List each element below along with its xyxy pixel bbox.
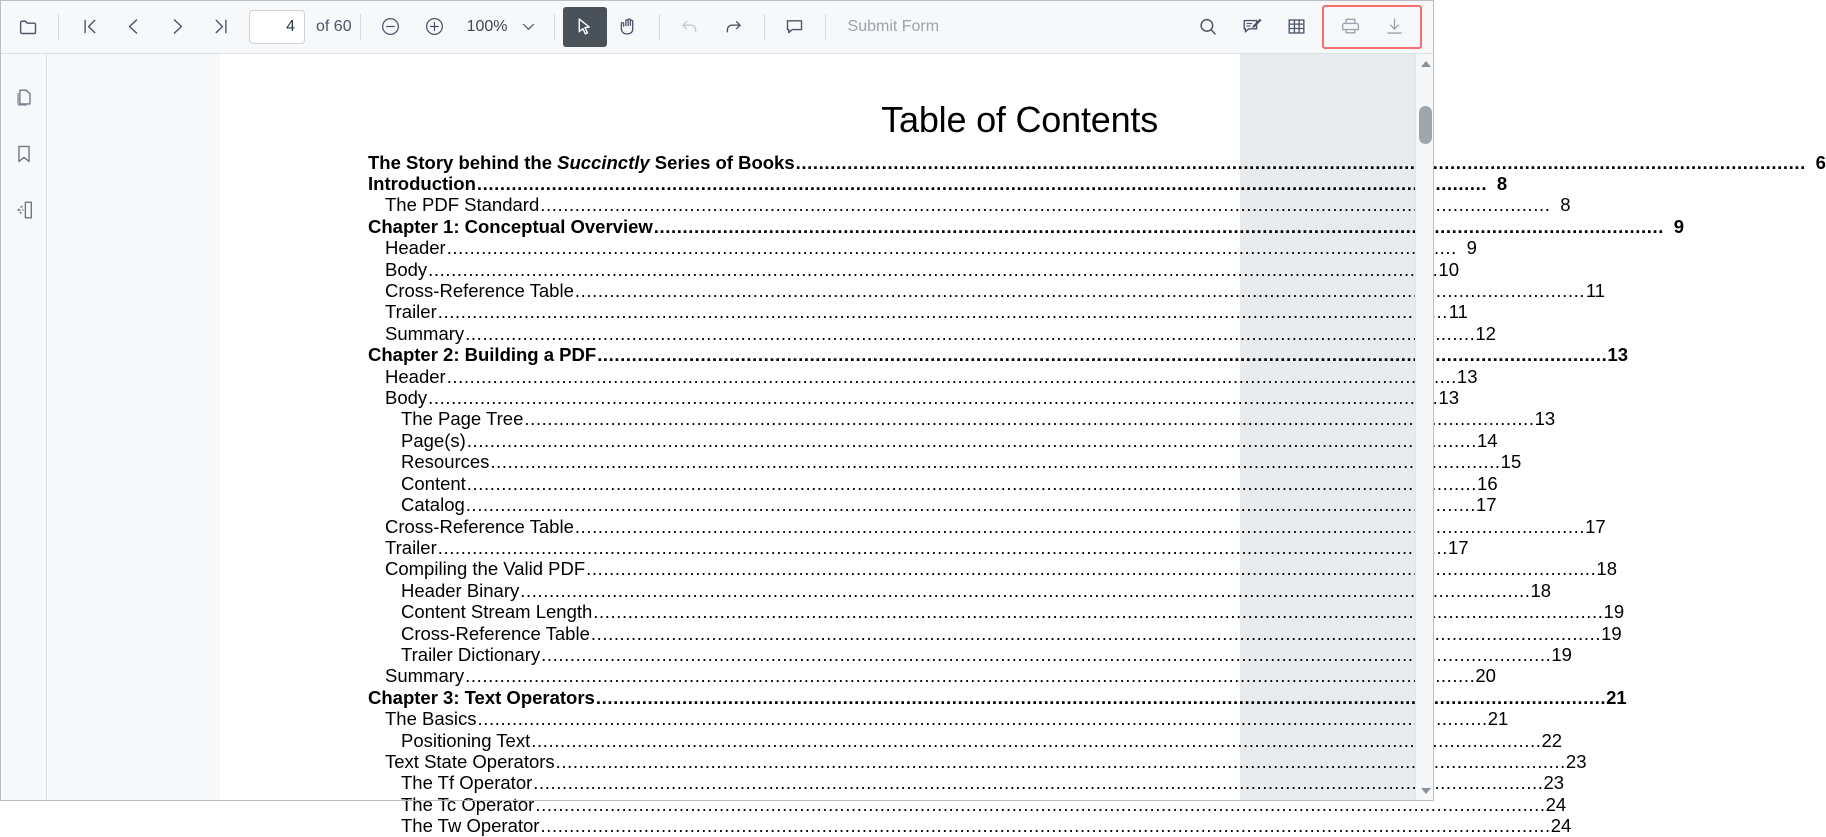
toc-entry-page: 24 [1550,815,1572,837]
toc-entry[interactable] [368,643,1572,665]
toc-entry-page: 20 [1475,665,1496,687]
toc-leader-dots [467,432,1477,451]
toc-leader-dots [524,410,1534,429]
toc-entry[interactable] [368,344,1628,366]
toc-entry-page: 12 [1475,322,1496,344]
toc-entry-label: Introduction [368,173,476,194]
first-page-icon[interactable] [67,7,111,47]
toc-entry-page: 13 [1607,344,1628,366]
toc-entry[interactable] [368,536,1469,558]
toc-entry-page: 21 [1606,686,1627,708]
toc-entry-label: Header Binary [401,579,520,601]
toc-entry-label: The PDF Standard [385,194,540,216]
toc-entry[interactable] [368,515,1606,537]
scroll-down-arrow-icon[interactable] [1416,782,1435,800]
redo-icon[interactable] [712,7,756,47]
toc-leader-dots [438,539,1448,558]
toc-leader-dots [535,796,1545,815]
toc-entry-label: The Tw Operator [401,815,540,837]
toc-entry-label: Trailer [385,536,437,558]
toc-entry[interactable] [368,215,1685,237]
toc-entry-label: Trailer Dictionary [401,643,541,665]
toc-entry-page: 10 [1438,258,1459,280]
toc-entry-label: Content [401,472,466,494]
pan-tool-icon[interactable] [607,7,651,47]
toc-entry[interactable] [368,579,1552,601]
toc-leader-dots [586,560,1596,579]
toolbar [0,0,1434,54]
toc-entry-label: Trailer [385,301,437,323]
toc-entry-label: The Page Tree [401,408,524,430]
toc-entry-page: 19 [1551,643,1572,665]
toc-entry-label: Cross-Reference Table [385,280,574,302]
toc-entry-label: Body [385,387,428,409]
table-of-contents [368,151,1826,837]
toolbar-divider-1 [58,14,59,40]
toc-leader-dots [597,346,1607,365]
toc-entry-label: Compiling the Valid PDF [385,558,586,580]
toc-entry[interactable] [368,194,1571,216]
toc-entry-page: 17 [1447,536,1469,558]
zoom-in-icon[interactable] [413,7,457,47]
toc-entry-page: 23 [1543,772,1565,794]
toc-entry-page: 9 [1466,237,1477,259]
toc-leader-dots [531,732,1541,751]
toc-leader-dots [540,196,1550,215]
toc-leader-dots [533,774,1543,793]
toc-entry-label: Summary [385,665,465,687]
toc-entry-label: The Basics [385,708,477,730]
toc-entry-page: 16 [1477,472,1498,494]
toc-entry-page: 17 [1585,515,1606,537]
toc-entry-label: Chapter 2: Building a PDF [368,344,597,366]
toc-entry-page: 8 [1560,194,1571,216]
toc-entry[interactable] [368,665,1496,687]
open-file-icon[interactable] [6,7,50,47]
vertical-scrollbar[interactable] [1415,54,1434,801]
toc-entry[interactable] [368,472,1498,494]
page-total-label: of 60 [316,17,352,35]
toc-leader-dots [465,325,1475,344]
toc-entry-page: 6 [1815,151,1826,173]
toc-leader-dots [428,261,1438,280]
document-viewer[interactable] [220,54,1826,837]
toc-leader-dots [490,453,1500,472]
select-tool-icon[interactable] [563,7,607,47]
toolbar-divider-3 [554,14,555,40]
sidebar-item-thumbnails[interactable] [0,70,47,126]
toolbar-divider-4 [659,14,660,40]
toc-entry[interactable] [368,793,1567,815]
comment-icon[interactable] [773,7,817,47]
toc-entry-page: 13 [1534,408,1556,430]
download-icon[interactable] [1372,7,1416,47]
toc-entry[interactable] [368,301,1468,323]
toc-entry-label: Summary [385,322,465,344]
toc-leader-dots [477,175,1487,194]
toc-entry-label: Text State Operators [385,750,555,772]
toc-entry-label: Chapter 3: Text Operators [368,686,595,708]
toc-entry-page: 15 [1500,451,1522,473]
toc-entry-page: 22 [1541,729,1563,751]
toc-entry[interactable] [368,365,1478,387]
toc-entry-page: 24 [1545,793,1567,815]
toc-entry-page: 13 [1438,387,1459,409]
toc-entry-page: 23 [1565,750,1587,772]
toc-leader-dots [466,496,1476,515]
toc-leader-dots [654,218,1664,237]
toc-entry-label: The Tc Operator [401,793,535,815]
toc-entry-page: 14 [1477,429,1498,451]
search-icon[interactable] [1186,7,1230,47]
sidebar-rail [0,54,47,801]
toc-leader-dots [591,625,1601,644]
page-number-input[interactable] [249,10,305,44]
toc-entry-label: Header [385,365,446,387]
toc-leader-dots [596,689,1606,708]
toc-entry-label: The Story behind the Succinctly Series of Books [368,151,795,173]
scroll-up-arrow-icon[interactable] [1416,55,1435,73]
toc-leader-dots [447,239,1457,258]
toc-leader-dots [520,582,1530,601]
toc-leader-dots [428,389,1438,408]
scrollbar-thumb[interactable] [1419,106,1432,144]
toc-entry-page: 21 [1487,708,1509,730]
toc-leader-dots [438,303,1448,322]
toc-entry[interactable] [368,280,1606,302]
toc-leader-dots [541,646,1551,665]
toc-entry[interactable] [368,558,1617,580]
toc-entry-label: The Tf Operator [401,772,533,794]
zoom-level-label: 100% [466,17,508,35]
form-fields-icon[interactable] [1274,7,1318,47]
toolbar-divider-5 [764,14,765,40]
toc-entry[interactable] [368,708,1509,730]
toolbar-divider-6 [825,14,826,40]
toc-entry-label: Resources [401,451,490,473]
toc-leader-dots [478,710,1488,729]
toc-entry-label: Cross-Reference Table [385,515,574,537]
pdf-page [220,54,1826,837]
toc-entry-page: 18 [1596,558,1617,580]
toc-entry-label: Chapter 1: Conceptual Overview [368,215,653,237]
previous-page-icon[interactable] [111,7,155,47]
toc-entry[interactable] [368,601,1625,623]
toolbar-divider-2 [360,14,361,40]
toc-entry[interactable] [368,750,1587,772]
toc-entry[interactable] [368,772,1565,794]
toc-leader-dots [467,475,1477,494]
toc-entry-page: 18 [1530,579,1552,601]
toc-entry[interactable] [368,408,1556,430]
toc-entry[interactable] [368,173,1508,194]
toc-entry-label: Body [385,258,428,280]
zoom-out-icon[interactable] [369,7,413,47]
toc-entry[interactable] [368,258,1459,280]
submit-form-button[interactable]: Submit Form [847,17,940,35]
sidebar-panel [48,54,220,801]
toc-entry[interactable] [368,151,1826,173]
toc-entry-page: 19 [1601,622,1622,644]
toc-entry-label: Positioning Text [401,729,531,751]
toc-entry[interactable] [368,237,1477,259]
toc-entry[interactable] [368,451,1522,473]
toc-entry[interactable] [368,494,1497,516]
page-title: Table of Contents [881,99,1158,140]
last-page-icon[interactable] [199,7,243,47]
toc-entry-page: 13 [1456,365,1478,387]
toc-entry-page: 17 [1476,494,1497,516]
toc-leader-dots [796,154,1806,173]
undo-icon[interactable] [668,7,712,47]
print-icon[interactable] [1328,7,1372,47]
toc-leader-dots [593,603,1603,622]
toc-entry[interactable] [368,622,1622,644]
sidebar-item-bookmarks[interactable] [0,126,47,182]
toc-entry-label: Page(s) [401,429,466,451]
toc-leader-dots [465,667,1475,686]
toc-entry-label: Header [385,237,446,259]
toc-entry-label: Cross-Reference Table [401,622,590,644]
toc-entry-page: 19 [1603,601,1625,623]
toc-leader-dots [447,368,1457,387]
toc-entry[interactable] [368,429,1498,451]
toc-entry-label: Catalog [401,494,465,516]
toc-entry-page: 11 [1585,280,1606,302]
sidebar-item-attachments[interactable] [0,182,47,238]
toc-entry-page: 9 [1673,215,1685,237]
annotate-icon[interactable] [1230,7,1274,47]
toc-entry-page: 11 [1448,301,1468,323]
toc-leader-dots [540,817,1550,836]
toc-entry[interactable] [368,686,1627,708]
toc-entry[interactable] [368,729,1563,751]
toc-entry[interactable] [368,815,1572,837]
toc-entry[interactable] [368,322,1496,344]
toc-entry-label: Content Stream Length [401,601,593,623]
toc-entry-page: 8 [1496,173,1508,194]
next-page-icon[interactable] [155,7,199,47]
chevron-down-icon[interactable] [512,9,546,45]
toc-entry[interactable] [368,387,1459,409]
print-download-group [1322,5,1422,49]
